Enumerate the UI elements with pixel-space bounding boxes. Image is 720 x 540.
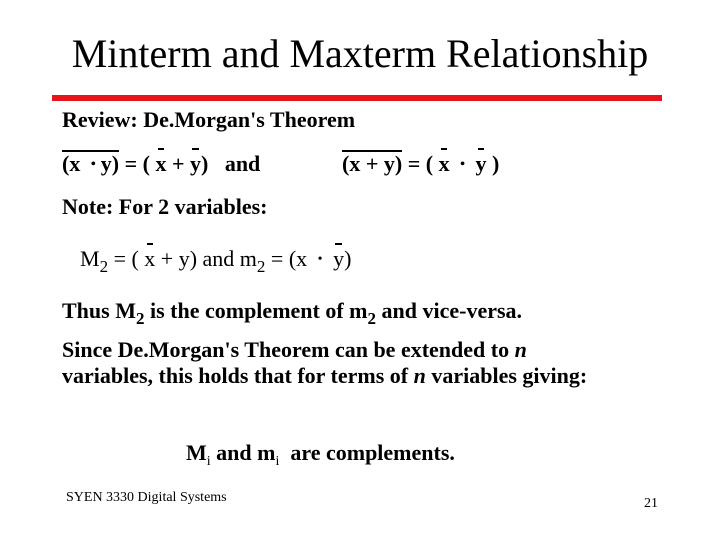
page-number: 21 bbox=[644, 496, 658, 511]
eq1-and: and bbox=[224, 151, 261, 176]
thus-line bbox=[62, 298, 522, 329]
since-paragraph bbox=[62, 337, 622, 389]
since-part-c: variables giving: bbox=[425, 363, 588, 388]
italic-n: n bbox=[413, 363, 426, 388]
m-eq-y-bar: y bbox=[333, 246, 345, 271]
eq1-lhs-y: y) bbox=[100, 151, 120, 176]
review-heading: Review: De.Morgan's Theorem bbox=[62, 107, 356, 132]
eq1-plus: + bbox=[171, 151, 185, 176]
slide-title: Minterm and Maxterm Relationship bbox=[71, 31, 649, 76]
eq1-lhs-x: (x bbox=[62, 151, 81, 176]
M-subscript: 2 bbox=[99, 257, 109, 276]
since-part-a: Since De.Morgan's Theorem can be extended to bbox=[62, 337, 515, 362]
eq2-equals: = ( bbox=[407, 151, 434, 176]
title-divider bbox=[52, 95, 662, 101]
note-line: Note: For 2 variables: bbox=[62, 194, 268, 219]
eq1-y-bar: y bbox=[189, 151, 201, 176]
italic-n: n bbox=[514, 337, 527, 362]
m-subscript: 2 bbox=[256, 257, 266, 276]
thus-sub-2: 2 bbox=[367, 309, 376, 328]
m-eq-x-bar: x bbox=[144, 246, 156, 271]
conclusion-M: M bbox=[186, 440, 207, 465]
footer-course: SYEN 3330 Digital Systems bbox=[66, 490, 227, 505]
and-dot: • bbox=[317, 252, 323, 267]
m-eq-second: = (x bbox=[270, 246, 308, 271]
M-symbol: M bbox=[80, 246, 100, 271]
and-dot: • bbox=[90, 157, 96, 172]
conclusion-sub-i: i bbox=[206, 454, 211, 469]
conclusion-sub-i: i bbox=[275, 454, 280, 469]
conclusion-rest: are complements. bbox=[290, 440, 455, 465]
thus-part-c: and vice-versa. bbox=[381, 298, 523, 323]
m-eq-middle: + y) and m bbox=[160, 246, 257, 271]
demorgan-equation-2 bbox=[342, 150, 499, 177]
since-part-b: variables, this holds that for terms of bbox=[62, 363, 414, 388]
eq1-x-bar: x bbox=[155, 151, 167, 176]
eq2-lhs: (x + y) bbox=[342, 151, 403, 176]
eq1-close: ) bbox=[200, 151, 209, 176]
m2-equation bbox=[80, 246, 351, 277]
thus-part-b: is the complement of m bbox=[149, 298, 368, 323]
and-dot: • bbox=[460, 157, 465, 172]
thus-sub-1: 2 bbox=[135, 309, 145, 328]
eq2-close: ) bbox=[491, 151, 500, 176]
eq2-x-bar: x bbox=[438, 151, 450, 176]
m-eq-close: ) bbox=[344, 246, 352, 271]
conclusion-and: and m bbox=[216, 440, 276, 465]
m-eq-open: = ( bbox=[113, 246, 139, 271]
eq2-y-bar: y bbox=[475, 151, 487, 176]
thus-part-a: Thus M bbox=[62, 298, 136, 323]
overbar-group bbox=[62, 150, 119, 175]
conclusion-line bbox=[186, 440, 455, 470]
demorgan-equation-1 bbox=[62, 150, 260, 177]
eq1-equals: = ( bbox=[124, 151, 150, 176]
